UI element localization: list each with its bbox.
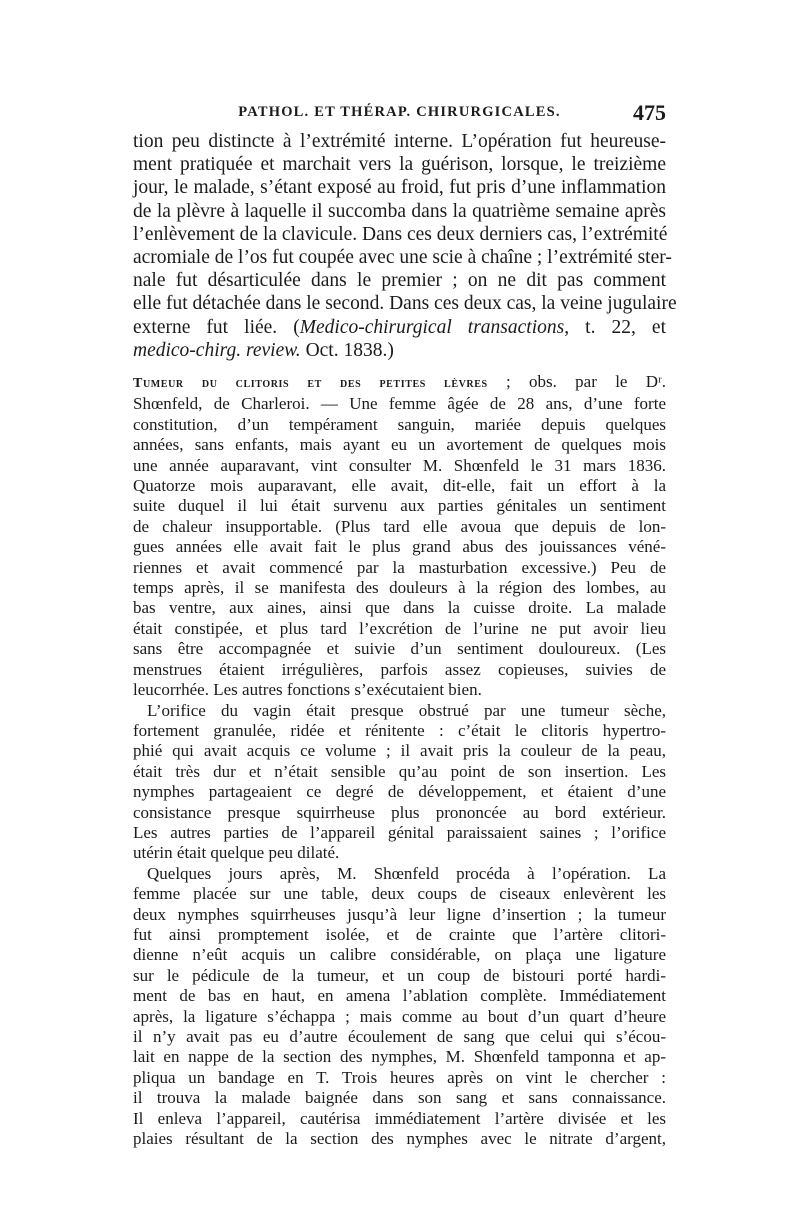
text-line: dienne n’eût acquis un calibre considérable, on plaça une ligature	[133, 945, 666, 965]
section-heading: Tumeur du clitoris et des petites lèvres	[133, 376, 488, 391]
text-line: leucorrhée. Les autres fonctions s’exécutaient bien.	[133, 680, 482, 700]
text-line: était constipée, et plus tard l’excrétion de l’urine ne put avoir lieu	[133, 618, 666, 638]
text-line: sur le pédicule de la tumeur, et un coup de bistouri porté hardi-	[133, 965, 666, 985]
text-fragment: , t. 22, et	[564, 316, 667, 338]
text-line: il trouva la malade baignée dans son sang et sans connaissance.	[133, 1088, 666, 1108]
text-fragment: ; obs. par le Dʳ.	[487, 372, 666, 391]
text-line: nale fut désarticulée dans le premier ; on ne dit pas comment	[133, 270, 666, 292]
text-line: Shœnfeld, de Charleroi. — Une femme âgée de 28 ans, d’une forte	[133, 394, 666, 414]
text-line: suite duquel il lui était survenu aux parties génitales un sentiment	[133, 496, 666, 516]
text-line: une année auparavant, vint consulter M. Shœnfeld le 31 mars 1836.	[133, 455, 666, 475]
section-heading-line	[133, 372, 666, 394]
text-line: constitution, d’un tempérament sanguin, mariée depuis quelques	[133, 414, 666, 434]
text-line: ment pratiquée et marchait vers la guérison, lorsque, le treizième	[133, 154, 666, 176]
journal-title: medico-chirg. review.	[133, 339, 301, 361]
text-line: bas ventre, aux aines, ainsi que dans la cuisse droite. La malade	[133, 598, 666, 618]
text-line: sans être accompagnée et suivie d’un sentiment douloureux. (Les	[133, 639, 666, 659]
text-line: Les autres parties de l’appareil génital paraissaient saines ; l’orifice	[133, 822, 666, 842]
text-line: temps après, il se manifesta des douleurs à la région des lombes, au	[133, 578, 666, 598]
text-fragment: externe fut liée.	[133, 316, 278, 338]
text-line: Il enleva l’appareil, cautérisa immédiatement l’artère divisée et les	[133, 1108, 666, 1128]
text-line: fut ainsi promptement isolée, et de crainte que l’artère clitori-	[133, 924, 666, 944]
paragraph-tumor	[133, 372, 666, 1149]
text-line: années, sans enfants, mais ayant eu un avortement de quelques mois	[133, 435, 666, 455]
text-line: tion peu distincte à l’extrémité interne. L’opération fut heureuse-	[133, 131, 666, 152]
text-line: plaies résultant de la section des nymphes avec le nitrate d’argent,	[133, 1129, 666, 1149]
text-line: fortement granulée, ridée et rénitente : c’était le clitoris hypertro-	[133, 720, 666, 740]
text-line-citation	[133, 339, 666, 362]
text-line: femme placée sur une table, deux coups de ciseaux enlevèrent les	[133, 884, 666, 904]
text-line: elle fut détachée dans le second. Dans ces deux cas, la veine jugulaire	[133, 293, 677, 315]
text-line: ment de bas en haut, en amena l’ablation complète. Immédiatement	[133, 986, 666, 1006]
text-line-citation	[133, 316, 666, 339]
text-fragment: (	[277, 316, 300, 338]
text-line: riennes et avait commencé par la masturbation excessive.) Peu de	[133, 557, 666, 577]
page-number: 475	[633, 100, 666, 125]
text-line: après, la ligature s’échappa ; mais comme au bout d’un quart d’heure	[133, 1006, 666, 1026]
text-line: de chaleur insupportable. (Plus tard elle avoua que depuis de lon-	[133, 516, 666, 536]
text-line: Quelques jours après, M. Shœnfeld procéda à l’opération. La	[147, 863, 666, 883]
text-line: consistance presque squirrheuse plus prononcée au bord extérieur.	[133, 802, 666, 822]
text-line: L’orifice du vagin était presque obstrué par une tumeur sèche,	[147, 700, 666, 720]
text-line: nymphes partageaient ce degré de développement, et étaient d’une	[133, 782, 666, 802]
running-header	[133, 100, 666, 126]
text-line: jour, le malade, s’étant exposé au froid, fut pris d’une inflammation	[133, 177, 666, 199]
text-line: menstrues étaient irrégulières, parfois assez copieuses, suivies de	[133, 659, 666, 679]
text-line: gues années elle avait fait le plus grand abus des jouissances véné-	[133, 537, 666, 557]
running-title: PATHOL. ET THÉRAP. CHIRURGICALES.	[238, 104, 561, 120]
text-line: Quatorze mois auparavant, elle avait, dit-elle, fait un effort à la	[133, 476, 666, 496]
text-line: lait en nappe de la section des nymphes, M. Shœnfeld tamponna et ap-	[133, 1047, 666, 1067]
text-line: acromiale de l’os fut coupée avec une scie à chaîne ; l’extrémité ster-	[133, 247, 672, 269]
paragraph-clavicle	[133, 130, 677, 362]
text-fragment: Oct. 1838.)	[300, 339, 394, 361]
text-line: utérin était quelque peu dilaté.	[133, 843, 340, 863]
text-line: deux nymphes squirrheuses jusqu’à leur ligne d’insertion ; la tumeur	[133, 904, 666, 924]
text-line: était très dur et n’était sensible qu’au point de son insertion. Les	[133, 761, 666, 781]
text-line: phié qui avait acquis ce volume ; il avait pris la couleur de la peau,	[133, 741, 666, 761]
journal-title: Medico-chirurgical transactions	[299, 316, 565, 338]
text-line: l’enlèvement de la clavicule. Dans ces deux derniers cas, l’extrémité	[133, 223, 668, 245]
text-line: il n’y avait pas eu d’autre écoulement de sang que celui qui s’écou-	[133, 1027, 666, 1046]
text-line: de la plèvre à laquelle il succomba dans la quatrième semaine après	[133, 200, 666, 222]
text-line: pliqua un bandage en T. Trois heures après on vint le chercher :	[133, 1067, 666, 1087]
